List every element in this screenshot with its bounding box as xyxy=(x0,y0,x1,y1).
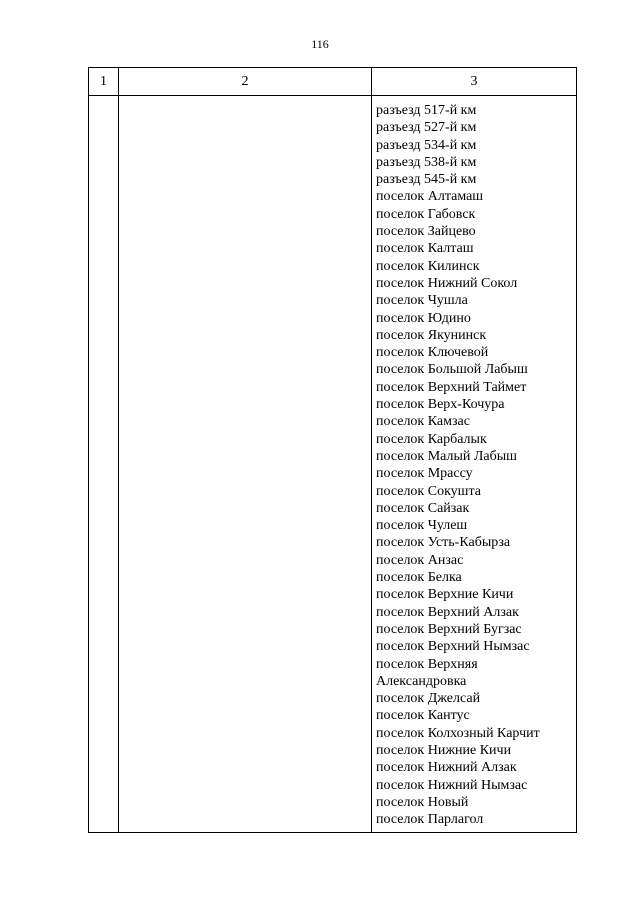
settlement-list-item: разъезд 527-й км xyxy=(376,120,477,136)
settlement-list-item: поселок Чулеш xyxy=(376,518,468,534)
settlement-list-item: Александровка xyxy=(376,673,467,689)
settlement-list-item: поселок Килинск xyxy=(376,258,480,274)
settlement-list-item: поселок Большой Лабыш xyxy=(376,362,528,378)
settlements-table xyxy=(88,67,577,833)
settlement-list xyxy=(372,96,576,832)
settlement-list-item: поселок Якунинск xyxy=(376,327,487,343)
settlement-list-item: поселок Верхние Кичи xyxy=(376,587,514,603)
settlement-list-item: разъезд 538-й км xyxy=(376,154,477,170)
settlement-list-item: поселок Белка xyxy=(376,570,462,586)
table-row xyxy=(89,96,577,833)
column-header-2: 2 xyxy=(119,68,372,96)
settlement-list-item: поселок Верхний Алзак xyxy=(376,604,519,620)
column-header-3: 3 xyxy=(372,68,577,96)
settlement-list-item: поселок Карбалык xyxy=(376,431,487,447)
settlement-list-item: поселок Новый xyxy=(376,794,469,810)
settlement-list-item: поселок Нижний Нымзас xyxy=(376,777,528,793)
settlement-list-item: поселок Зайцево xyxy=(376,224,476,240)
settlement-list-item: поселок Верхняя xyxy=(376,656,478,672)
settlement-list-item: поселок Мрассу xyxy=(376,466,473,482)
settlement-list-item: поселок Верхний Таймет xyxy=(376,379,527,395)
settlement-list-item: поселок Сокушта xyxy=(376,483,481,499)
settlement-list-item: поселок Нижний Сокол xyxy=(376,275,518,291)
settlement-list-item: поселок Кантус xyxy=(376,708,470,724)
settlement-list-item: поселок Нижний Алзак xyxy=(376,760,517,776)
settlement-list-item: поселок Ключевой xyxy=(376,345,489,361)
settlement-list-item: поселок Чушла xyxy=(376,293,468,309)
settlement-list-item: поселок Калташ xyxy=(376,241,474,257)
settlement-list-item: поселок Алтамаш xyxy=(376,189,484,205)
settlement-list-item: поселок Усть-Кабырза xyxy=(376,535,511,551)
settlement-list-item: поселок Анзас xyxy=(376,552,464,568)
settlement-list-item: поселок Габовск xyxy=(376,206,476,222)
page-number: 116 xyxy=(311,37,329,51)
table-header-row xyxy=(89,68,577,96)
table-cell-col1 xyxy=(89,96,119,833)
settlement-list-item: поселок Парлагол xyxy=(376,812,484,828)
settlement-list-item: поселок Камзас xyxy=(376,414,470,430)
settlement-list-item: разъезд 534-й км xyxy=(376,137,477,153)
column-header-1: 1 xyxy=(89,68,119,96)
settlement-list-item: поселок Верхний Нымзас xyxy=(376,639,530,655)
settlement-list-item: поселок Сайзак xyxy=(376,500,470,516)
settlement-list-item: поселок Малый Лабыш xyxy=(376,448,517,464)
settlement-list-item: разъезд 545-й км xyxy=(376,172,477,188)
settlement-list-item: поселок Нижние Кичи xyxy=(376,742,512,758)
settlement-list-item: поселок Джелсай xyxy=(376,691,481,707)
settlement-list-item: поселок Верх-Кочура xyxy=(376,397,505,413)
settlement-list-item: поселок Верхний Бугзас xyxy=(376,621,522,637)
table-cell-col3 xyxy=(372,96,577,833)
table-cell-col2 xyxy=(119,96,372,833)
settlement-list-item: разъезд 517-й км xyxy=(376,103,477,118)
settlement-list-item: поселок Колхозный Карчит xyxy=(376,725,540,741)
settlement-list-item: поселок Юдино xyxy=(376,310,471,326)
